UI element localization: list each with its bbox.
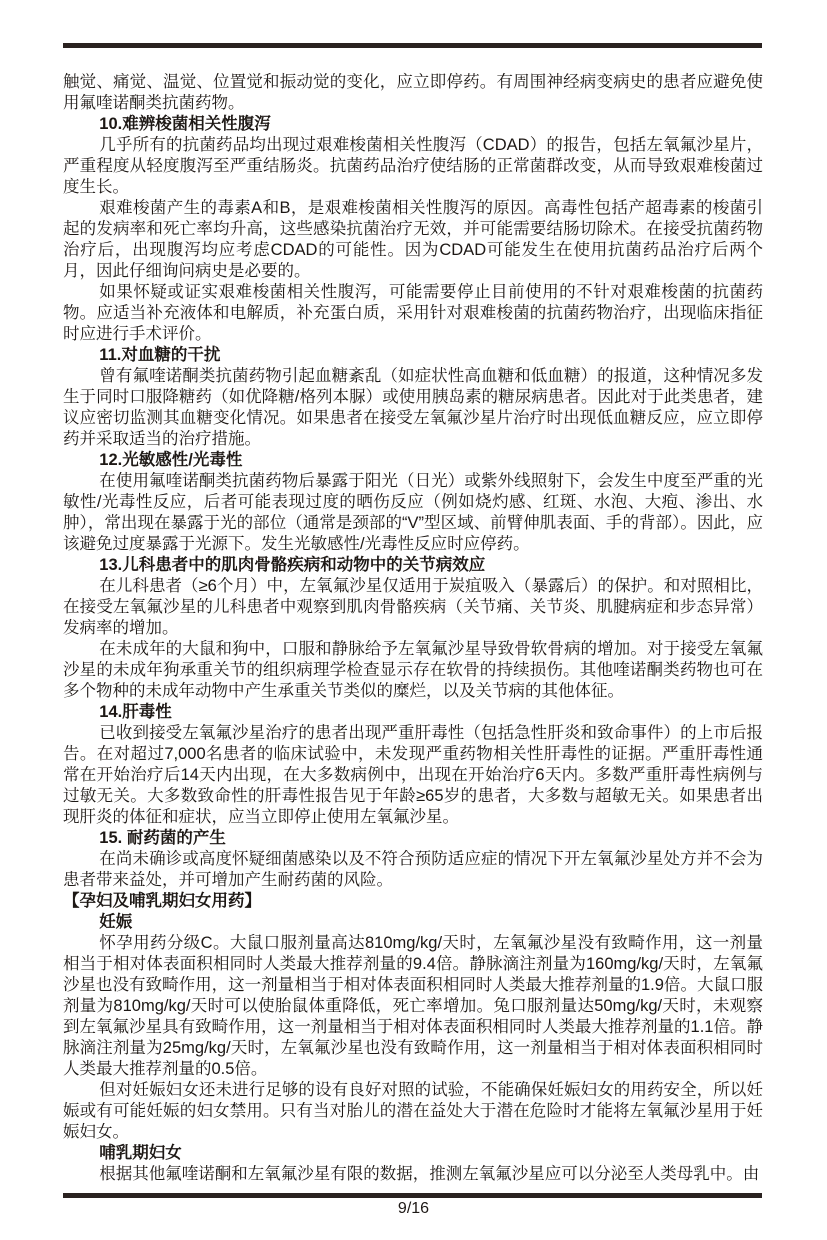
paragraph: 在使用氟喹诺酮类抗菌药物后暴露于阳光（日光）或紫外线照射下，会发生中度至严重的光敏性/光毒性反应，后者可能表现过度的晒伤反应（例如烧灼感、红斑、水泡、大疱、渗出、水肿），常出现在暴露于光的部位（通常是颈部的“V”型区域、前臂伸肌表面、手的背部）。因此，应该避免过度暴露于光源下。发生光敏感性/光毒性反应时应停药。 xyxy=(63,472,763,553)
numbered-heading: 11.对血糖的干扰 xyxy=(99,346,221,364)
paragraph: 已收到接受左氧氟沙星治疗的患者出现严重肝毒性（包括急性肝炎和致命事件）的上市后报告。在对超过7,000名患者的临床试验中，未发现严重药物相关性肝毒性的证据。严重肝毒性通常在开始治疗后14天内出现，在大多数病例中，出现在开始治疗6天内。多数严重肝毒性病例与过敏无关。大多数致命性的肝毒性报告见于年龄≥65岁的患者，大多数与超敏无关。如果患者出现肝炎的体征和症状，应当立即停止使用左氧氟沙星。 xyxy=(63,724,763,826)
paragraph: 在尚未确诊或高度怀疑细菌感染以及不符合预防适应症的情况下开左氧氟沙星处方并不会为患者带来益处，并可增加产生耐药菌的风险。 xyxy=(63,850,763,889)
numbered-heading: 14.肝毒性 xyxy=(99,703,172,721)
paragraph: 怀孕用药分级C。大鼠口服剂量高达810mg/kg/天时，左氧氟沙星没有致畸作用，这一剂量相当于相对体表面积相同时人类最大推荐剂量的9.4倍。静脉滴注剂量为160mg/kg/天时，左氧氟沙星也没有致畸作用，这一剂量相当于相对体表面积相同时人类最大推荐剂量的1.9倍。大鼠口服剂量为810mg/kg/天时可以使胎鼠体重降低，死亡率增加。兔口服剂量达50mg/kg/天时，未观察到左氧氟沙星具有致畸作用，这一剂量相当于相对体表面积相同时人类最大推荐剂量的1.1倍。静脉滴注剂量为25mg/kg/天时，左氧氟沙星也没有致畸作用，这一剂量相当于相对体表面积相同时人类最大推荐剂量的0.5倍。 xyxy=(63,934,763,1078)
page-number: 9/16 xyxy=(397,1200,430,1217)
sub-heading: 哺乳期妇女 xyxy=(99,1144,182,1162)
sub-heading: 妊娠 xyxy=(99,913,133,931)
paragraph: 在儿科患者（≥6个月）中，左氧氟沙星仅适用于炭疽吸入（暴露后）的保护。和对照相比，在接受左氧氟沙星的儿科患者中观察到肌肉骨骼疾病（关节痛、关节炎、肌腱病症和步态异常）发病率的增加。 xyxy=(63,577,763,637)
numbered-heading: 10.难辨梭菌相关性腹泻 xyxy=(99,115,271,133)
paragraph: 但对妊娠妇女还未进行足够的设有良好对照的试验，不能确保妊娠妇女的用药安全，所以妊娠或有可能妊娠的妇女禁用。只有当对胎儿的潜在益处大于潜在危险时才能将左氧氟沙星用于妊娠妇女。 xyxy=(63,1081,763,1141)
paragraph: 几乎所有的抗菌药品均出现过艰难梭菌相关性腹泻（CDAD）的报告，包括左氧氟沙星片，严重程度从轻度腹泻至严重结肠炎。抗菌药品治疗使结肠的正常菌群改变，从而导致艰难梭菌过度生长。 xyxy=(63,136,763,196)
paragraph: 艰难梭菌产生的毒素A和B，是艰难梭菌相关性腹泻的原因。高毒性包括产超毒素的梭菌引起的发病率和死亡率均升高，这些感染抗菌治疗无效，并可能需要结肠切除术。在接受抗菌药物治疗后，出现腹泻均应考虑CDAD的可能性。因为CDAD可能发生在使用抗菌药品治疗后两个月，因此仔细询问病史是必要的。 xyxy=(63,199,763,280)
numbered-heading: 13.儿科患者中的肌肉骨骼疾病和动物中的关节病效应 xyxy=(99,556,486,574)
paragraph: 曾有氟喹诺酮类抗菌药物引起血糖紊乱（如症状性高血糖和低血糖）的报道，这种情况多发生于同时口服降糖药（如优降糖/格列本脲）或使用胰岛素的糖尿病患者。因此对于此类患者，建议应密切监测其血糖变化情况。如果患者在接受左氧氟沙星片治疗时出现低血糖反应，应立即停药并采取适当的治疗措施。 xyxy=(63,367,763,448)
document-body xyxy=(63,72,763,1185)
bottom-horizontal-rule xyxy=(63,1193,762,1198)
paragraph: 根据其他氟喹诺酮和左氧氟沙星有限的数据，推测左氧氟沙星应可以分泌至人类母乳中。由 xyxy=(99,1165,760,1183)
top-horizontal-rule xyxy=(63,43,762,48)
numbered-heading: 15. 耐药菌的产生 xyxy=(99,829,226,847)
bracket-section-heading: 【孕妇及哺乳期妇女用药】 xyxy=(63,892,261,910)
numbered-heading: 12.光敏感性/光毒性 xyxy=(99,451,243,469)
paragraph: 如果怀疑或证实艰难梭菌相关性腹泻，可能需要停止目前使用的不针对艰难梭菌的抗菌药物。应适当补充液体和电解质，补充蛋白质，采用针对艰难梭菌的抗菌药物治疗，出现临床指征时应进行手术评价。 xyxy=(63,283,763,343)
continued-paragraph: 触觉、痛觉、温觉、位置觉和振动觉的变化，应立即停药。有周围神经病变病史的患者应避免使用氟喹诺酮类抗菌药物。 xyxy=(63,73,763,112)
paragraph: 在未成年的大鼠和狗中，口服和静脉给予左氧氟沙星导致骨软骨病的增加。对于接受左氧氟沙星的未成年狗承重关节的组织病理学检查显示存在软骨的持续损伤。其他喹诺酮类药物也可在多个物种的未成年动物中产生承重关节类似的糜烂，以及关节病的其他体征。 xyxy=(63,640,763,700)
